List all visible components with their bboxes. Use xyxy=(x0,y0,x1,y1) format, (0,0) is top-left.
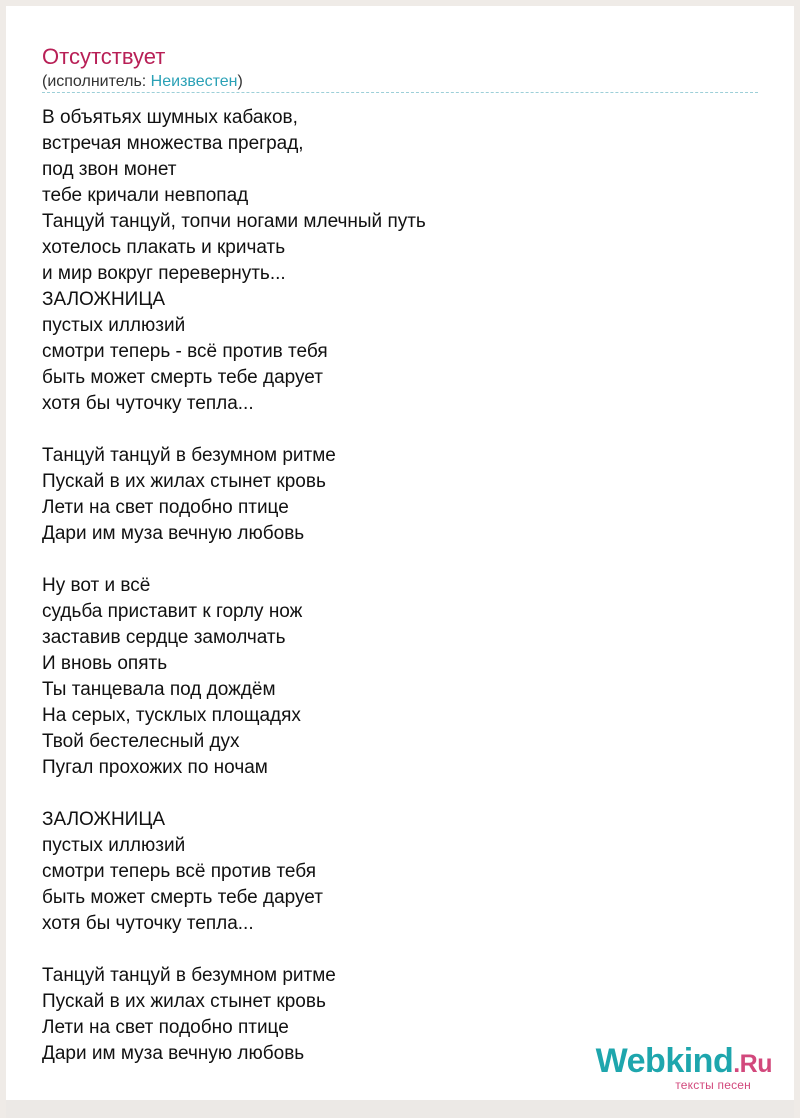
lyric-line: Пускай в их жилах стынет кровь xyxy=(42,991,326,1012)
lyric-line: быть может смерть тебе дарует xyxy=(42,887,323,908)
artist-suffix: ) xyxy=(237,73,243,90)
lyric-line: Пускай в их жилах стынет кровь xyxy=(42,471,326,492)
watermark-brand: Webkind xyxy=(595,1042,734,1080)
lyric-line: Пугал прохожих по ночам xyxy=(42,757,268,778)
lyric-line: Ты танцевала под дождём xyxy=(42,679,276,700)
lyric-line: Танцуй танцуй в безумном ритме xyxy=(42,445,336,466)
watermark-tagline: тексты песен xyxy=(675,1078,751,1092)
lyric-line: заставив сердце замолчать xyxy=(42,627,286,648)
lyric-line: хотя бы чуточку тепла... xyxy=(42,393,254,414)
site-watermark xyxy=(582,1044,772,1092)
lyric-line xyxy=(42,937,758,963)
lyric-line: и мир вокруг перевернуть... xyxy=(42,263,286,284)
artist-link[interactable]: Неизвестен xyxy=(150,73,238,90)
lyric-line xyxy=(42,547,758,573)
lyric-line: тебе кричали невпопад xyxy=(42,185,249,206)
lyric-line: И вновь опять xyxy=(42,653,168,674)
lyric-line: Лети на свет подобно птице xyxy=(42,1017,289,1038)
lyric-line: Ну вот и всё xyxy=(42,575,151,596)
lyric-line: пустых иллюзий xyxy=(42,315,186,336)
lyric-line: В объятьях шумных кабаков, xyxy=(42,107,298,128)
lyric-line: судьба приставит к горлу нож xyxy=(42,601,303,622)
lyric-line: Дари им муза вечную любовь xyxy=(42,1043,305,1064)
lyric-line xyxy=(42,781,758,807)
bottom-border xyxy=(0,1100,800,1118)
lyric-line: встречая множества преград, xyxy=(42,133,304,154)
right-border xyxy=(794,0,800,1118)
lyric-line: под звон монет xyxy=(42,159,177,180)
artist-line xyxy=(42,72,758,92)
song-header xyxy=(42,44,758,92)
artist-prefix: (исполнитель: xyxy=(42,73,151,90)
lyric-line: пустых иллюзий xyxy=(42,835,186,856)
lyric-line: ЗАЛОЖНИЦА xyxy=(42,289,166,310)
lyric-line: хотелось плакать и кричать xyxy=(42,237,286,258)
lyrics-body xyxy=(42,105,758,1067)
lyric-line: Танцуй танцуй в безумном ритме xyxy=(42,965,336,986)
lyric-line: Твой бестелесный дух xyxy=(42,731,240,752)
header-divider xyxy=(42,92,758,93)
lyric-line: хотя бы чуточку тепла... xyxy=(42,913,254,934)
lyric-line: смотри теперь - всё против тебя xyxy=(42,341,328,362)
watermark-tld: .Ru xyxy=(733,1050,772,1078)
lyric-line: Лети на свет подобно птице xyxy=(42,497,289,518)
left-border xyxy=(0,0,6,1118)
song-title: Отсутствует xyxy=(42,44,166,69)
lyric-line xyxy=(42,417,758,443)
lyric-line: смотри теперь всё против тебя xyxy=(42,861,317,882)
lyric-line: Дари им муза вечную любовь xyxy=(42,523,305,544)
lyric-line: быть может смерть тебе дарует xyxy=(42,367,323,388)
lyric-line: ЗАЛОЖНИЦА xyxy=(42,809,166,830)
lyric-line: На серых, тусклых площадях xyxy=(42,705,301,726)
lyric-line: Танцуй танцуй, топчи ногами млечный путь xyxy=(42,211,426,232)
watermark-logo xyxy=(596,1044,772,1081)
top-border xyxy=(0,0,800,6)
